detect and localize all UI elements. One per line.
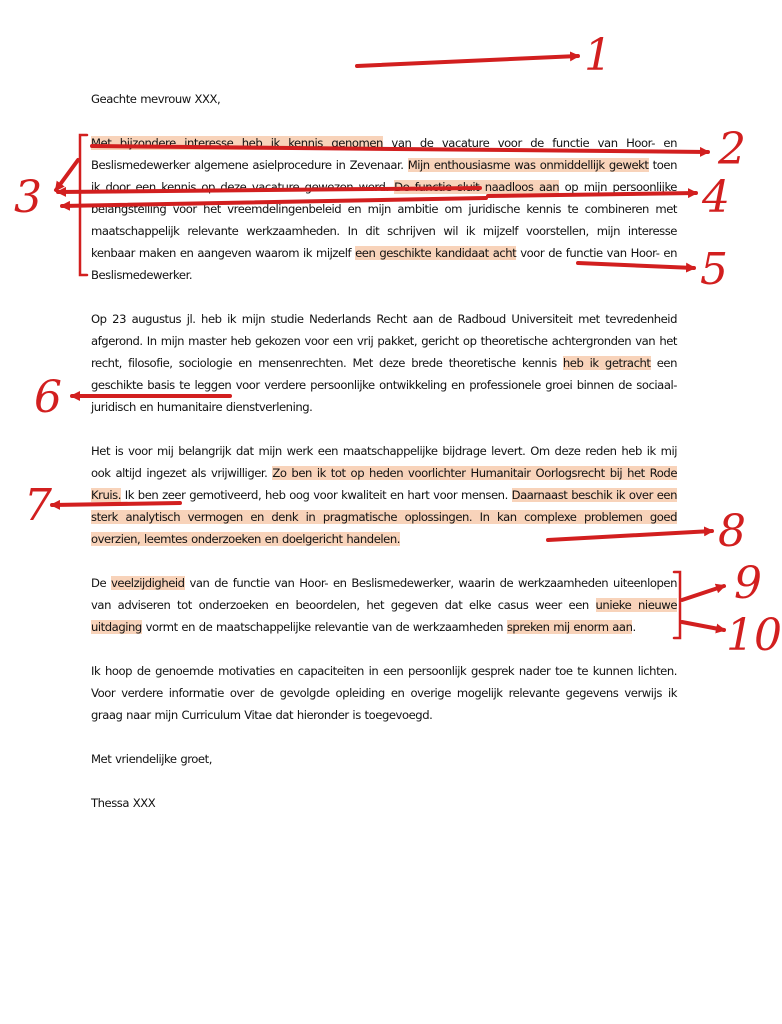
- annotation-number-7: 7: [24, 480, 52, 531]
- text-run: Het is voor mij belangrijk dat mijn werk een maatschappelijke bijdrage levert. Om deze reden heb ik mij ook altijd ingezet als vrijwilliger.: [91, 444, 677, 480]
- text-run: op mijn persoonlijke belangstelling voor het vreemdelingenbeleid en mijn ambitie om juridische kennis te combineren met maatschappelijk relevante werkzaamheden. In dit schrijven wil ik mijzelf voorstellen, mijn interesse kenbaar maken en aangeven waarom ik mijzelf: [91, 180, 677, 260]
- spacer: [91, 110, 677, 132]
- text-run: toen ik door een kennis op deze vacature gewezen werd.: [91, 158, 678, 194]
- spacer: [91, 770, 677, 792]
- letter-body: [91, 88, 677, 814]
- text-run: .: [632, 620, 636, 634]
- text-run: voor de functie van Hoor- en Beslismedewerker.: [91, 246, 677, 282]
- annotation-number-4: 4: [702, 172, 730, 223]
- highlighted-phrase: Met bijzondere interesse heb ik kennis genomen: [91, 136, 383, 150]
- arrow-1: [357, 56, 578, 66]
- highlighted-phrase: Daarnaast beschik ik over een sterk analytisch vermogen en denk in pragmatische oplossingen. In kan complexe problemen goed overzien, leemtes onderzoeken en doelgericht handelen.: [91, 488, 677, 546]
- signature: Thessa XXX: [91, 796, 156, 810]
- highlighted-phrase: Zo ben ik tot op heden voorlichter Humanitair Oorlogsrecht bij het Rode Kruis.: [91, 466, 678, 502]
- annotation-number-2: 2: [718, 124, 746, 175]
- paragraph-5: Ik hoop de genoemde motivaties en capaciteiten in een persoonlijk gesprek nader toe te kunnen lichten. Voor verdere informatie over de gevolgde opleiding en overige mogelijk relevante gegevens verwijs ik graag naar mijn Curriculum Vitae dat hieronder is toegevoegd.: [91, 664, 677, 722]
- spacer: [91, 550, 677, 572]
- annotation-number-5: 5: [700, 244, 728, 295]
- annotation-number-3: 3: [14, 172, 42, 223]
- text-run: vormt en de maatschappelijke relevantie van de werkzaamheden: [141, 620, 507, 634]
- text-run: van de vacature voor de functie van Hoor- en Beslismedewerker algemene asielprocedure in Zevenaar.: [91, 136, 677, 172]
- spacer: [91, 418, 677, 440]
- annotation-number-1: 1: [584, 30, 612, 81]
- arrow-9: [682, 586, 724, 600]
- paragraph-2: [91, 308, 677, 418]
- highlighted-phrase: heb ik getracht: [562, 356, 651, 370]
- text-run: Ik ben zeer gemotiveerd, heb oog voor kwaliteit en hart voor mensen.: [120, 488, 512, 502]
- spacer: [91, 638, 677, 660]
- paragraph-3: [91, 440, 677, 550]
- highlighted-phrase: unieke nieuwe uitdaging: [91, 598, 677, 634]
- annotation-number-9: 9: [734, 558, 762, 609]
- arrow-10: [682, 622, 724, 630]
- highlighted-phrase: Mijn enthousiasme was onmiddellijk gewekt: [407, 158, 649, 172]
- text-run: Op 23 augustus jl. heb ik mijn studie Nederlands Recht aan de Radboud Universiteit met tevredenheid afgerond. In mijn master heb gekozen voor een vrij pakket, gericht op theoretische achtergronden van het recht, filosofie, sociologie en mensenrechten. Met deze brede theoretische kennis: [91, 312, 677, 370]
- text-run: De: [91, 576, 112, 590]
- closing: Met vriendelijke groet,: [91, 752, 212, 766]
- annotation-number-6: 6: [34, 372, 62, 423]
- paragraph-4: [91, 572, 677, 638]
- spacer: [91, 726, 677, 748]
- annotation-number-10: 10: [726, 610, 782, 661]
- arrow-3a: [56, 160, 78, 190]
- bracket-3: [80, 135, 87, 275]
- paragraph-1: [91, 132, 677, 286]
- spacer: [91, 286, 677, 308]
- text-run: van de functie van Hoor- en Beslismedewerker, waarin de werkzaamheden uiteenlopen van adviseren tot onderzoeken en beoordelen, het gegeven dat elke casus weer een: [91, 576, 677, 612]
- highlighted-phrase: De functie sluit naadloos aan: [394, 180, 560, 194]
- text-run: een geschikte basis te leggen voor verdere persoonlijke ontwikkeling en professionele groei binnen de sociaal-juridisch en humanitaire dienstverlening.: [91, 356, 678, 414]
- highlighted-phrase: een geschikte kandidaat acht: [355, 246, 517, 260]
- highlighted-phrase: veelzijdigheid: [111, 576, 185, 590]
- annotation-number-8: 8: [718, 506, 746, 557]
- greeting: Geachte mevrouw XXX,: [91, 92, 221, 106]
- highlighted-phrase: spreken mij enorm aan: [506, 620, 633, 634]
